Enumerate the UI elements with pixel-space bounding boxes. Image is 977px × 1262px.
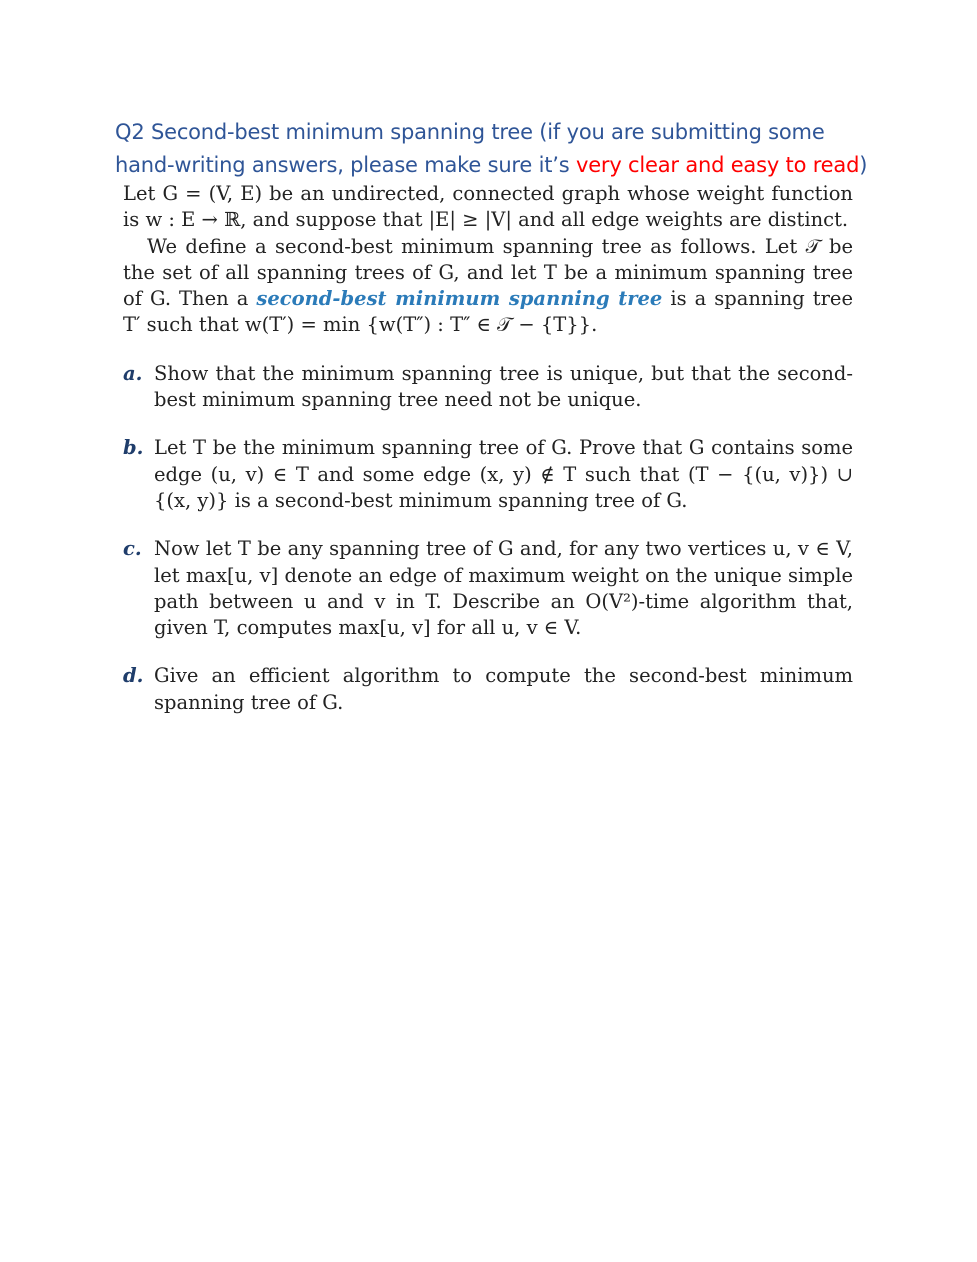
heading-warning: very clear and easy to read [575,153,860,177]
intro-p2-before: We define a second-best minimum spanning tree as follows. Let 𝒯 be the set of all spanning trees of G, and let T be a minimum spanning tree of G. Then a [123,234,853,311]
part-text: Show that the minimum spanning tree is unique, but that the second-best minimum spanning tree need not be unique. [154,361,853,412]
problem-parts [123,361,853,716]
part-text: Now let T be any spanning tree of G and, for any two vertices u, v ∈ V, let max[u, v] denote an edge of maximum weight on the unique simple path between u and v in T. Describe an O(V²)-time algorithm that, given T, computes max[u, v] for all u, v ∈ V. [154,537,853,640]
part-b [123,435,853,514]
intro-p2-after: is a spanning tree T′ such that w(T′) = min {w(T″) : T″ ∈ 𝒯 − {T}}. [123,287,853,337]
part-text: Let T be the minimum spanning tree of G. Prove that G contains some edge (u, v) ∈ T and some edge (x, y) ∉ T such that (T − {(u, v)}) ∪ {(x, y)} is a second-best minimum spanning tree of G. [154,436,853,512]
part-label: c. [123,537,142,561]
part-a [123,361,853,414]
part-label: b. [123,436,144,460]
defined-term: second-best minimum spanning tree [256,287,663,311]
problem-body [123,181,853,738]
part-text: Give an efficient algorithm to compute the second-best minimum spanning tree of G. [154,664,853,714]
part-label: d. [123,664,144,688]
part-label: a. [123,361,143,385]
heading-close-paren: ) [859,153,868,177]
intro-paragraph-1: Let G = (V, E) be an undirected, connected graph whose weight function is w : E → ℝ, and suppose that |E| ≥ |V| and all edge weights are distinct. [123,182,853,232]
question-heading [115,116,875,182]
part-c [123,536,853,641]
intro-paragraph-2 [123,234,853,339]
part-d [123,663,853,716]
heading-text: Q2 Second-best minimum spanning tree (if you are submitting some hand-writing answers, please make sure it’s [115,120,825,177]
